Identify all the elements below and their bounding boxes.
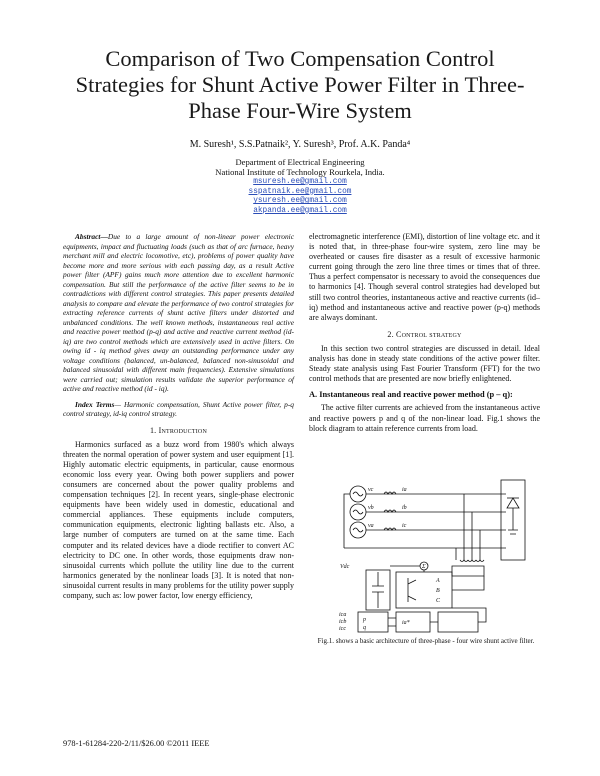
email-link[interactable]: msuresh.ee@gmail.com bbox=[253, 178, 347, 186]
control-strategy-paragraph: In this section two control strategies are discussed in detail. Ideal analysis has done in steady state conditions of the active power filter. Steady state analysis using Fast Fourier Transform (FFT) for the two control methods that are presented are now briefly enlightened. bbox=[309, 343, 540, 384]
label-ic: ic bbox=[402, 523, 407, 529]
index-terms-text: — Harmonic compensation, Shunt Active power filter, p-q control strategy, id-iq control strategy. bbox=[63, 399, 295, 418]
label-vb: vb bbox=[368, 505, 374, 511]
affiliation bbox=[60, 157, 540, 177]
paper-title: Comparison of Two Compensation Control Strategies for Shunt Active Power Filter in Three-Phase Four-Wire System bbox=[75, 46, 525, 123]
copyright-footer: 978-1-61284-220-2/11/$26.00 ©2011 IEEE bbox=[63, 739, 210, 748]
affiliation-institute: National Institute of Technology Rourkela, India. bbox=[215, 167, 385, 177]
paper-authors: M. Suresh¹, S.S.Patnaik², Y. Suresh³, Prof. A.K. Panda⁴ bbox=[189, 139, 411, 150]
pq-method-paragraph: The active filter currents are achieved from the instantaneous active and reactive powers p and q of the non-linear load. Fig.1 shows the block diagram to attain reference currents from load. bbox=[309, 403, 540, 433]
label-ica: ica bbox=[339, 612, 347, 618]
intro-paragraph: Harmonics surfaced as a buzz word from 1980's which always threaten the normal operation of power system and user equipment [1]. Highly automatic electric equipments, in particular, cause enormous economic loss every year. Owing both power suppliers and power consumers are concerned about the power quality problems and compensation techniques [2]. In recent years, single-phase electronic equipments have been widely used in domestic, educational and commercial appliances. These equipments include computers, communication equipments, electronic lighting ballasts etc. Also, a large number of computers are turned on at the same time. Each computer and its related devices have a diode rectifier to convert AC electricity to DC one. In other words, those equipments draw non-sinusoidal currents which pollute the utility line due to the current harmonics generated by the nonlinear loads [3]. It is noted that non-sinusoidal current results in many problems for the utility power supply company, such as: low power factor, low energy efficiency, bbox=[63, 439, 294, 600]
filter-branch-line bbox=[456, 494, 480, 560]
label-vdc: Vdc bbox=[340, 564, 350, 570]
igbt-symbol bbox=[408, 578, 416, 602]
label-vc: vc bbox=[368, 487, 374, 493]
sine-wave-symbol bbox=[353, 528, 363, 532]
intro-continuation: electromagnetic interference (EMI), distortion of line voltage etc. and it is noted that, in three-phase four-wire system, zero line may be overheated or causes fire disaster as a result of excessive harmonic current going through the zero line three times or times that of three. Thus a perfect compensator is necessary to avoid the consequences due to harmonics [4]. Though several control strategies had developed but still two control theories, instantaneous active and reactive currents (id–iq) method and instantaneous active and reactive power (p-q) methods are always dominant. bbox=[309, 232, 540, 322]
sine-wave-symbol bbox=[353, 492, 363, 496]
section-heading bbox=[63, 426, 294, 436]
label-ia: ia bbox=[402, 487, 407, 493]
section-heading bbox=[309, 330, 540, 340]
figure-block-diagram bbox=[336, 468, 532, 634]
inverter-block bbox=[396, 572, 452, 608]
abstract-label: Abstract— bbox=[75, 232, 108, 241]
label-va: va bbox=[368, 523, 374, 529]
abstract-text: Due to a large amount of non-linear power electronic equipments, impact and fluctuating loads (such as that of arc furnace, heavy merchant mill and electric locomotive, etc), problems of power quality have become more and more serious with each passing day, as a result Active power filter (APF) gains much more attention due to excellent harmonic compensation. But still the performance of the active filter seems to be in contradictions with different control strategies. This paper presents detailed analysis to compare and elevate the performance of two control strategies for extracting reference currents of shunt active filters under distorted and unbalanced conditions. The well known methods, instantaneous real active and reactive power method (p-q) and active and reactive current method (id-iq) are two control methods which are extensively used in active filters. On owing id - iq method gives away an outstanding performance under any voltage conditions (balanced, un-balanced, balanced non-sinusoidal and balanced sinusoidal with different main frequencies). Extensive simulations were carried out; simulation results validate the superior performance of active and reactive method (id - iq). bbox=[63, 232, 294, 393]
index-terms bbox=[63, 400, 294, 419]
hysteresis-controller-block bbox=[438, 612, 478, 632]
figure-caption: Fig.1. shows a basic architecture of three-phase - four wire shunt active filter. bbox=[317, 637, 535, 645]
abstract bbox=[63, 232, 294, 394]
section-number: 1. bbox=[149, 425, 157, 435]
email-link[interactable]: akpanda.ee@gmail.com bbox=[253, 206, 347, 215]
sine-wave-symbol bbox=[353, 510, 363, 514]
subsection-heading: A. Instantaneous real and reactive power method (p – q): bbox=[309, 390, 513, 400]
left-column bbox=[63, 232, 294, 601]
section-title: Introduction bbox=[158, 425, 207, 435]
label-c: C bbox=[436, 598, 441, 604]
label-a: A bbox=[436, 578, 440, 584]
label-p: p bbox=[363, 617, 366, 623]
inductor-symbol bbox=[460, 560, 484, 562]
filter-inductor-bank bbox=[452, 566, 484, 576]
label-iref: ia* bbox=[402, 620, 410, 626]
email-list bbox=[60, 178, 540, 216]
label-icc: icc bbox=[339, 626, 346, 632]
capacitor-symbol bbox=[372, 586, 384, 592]
section-title: Control strategy bbox=[396, 329, 462, 339]
diode-symbol bbox=[507, 498, 519, 508]
right-column bbox=[309, 232, 540, 434]
email-link[interactable]: ysuresh.ee@gmail.com bbox=[253, 197, 347, 206]
label-ib: ib bbox=[402, 505, 407, 511]
label-b: B bbox=[436, 588, 440, 594]
affiliation-department: Department of Electrical Engineering bbox=[235, 157, 365, 167]
label-q: q bbox=[363, 625, 366, 631]
index-terms-label: Index Terms bbox=[75, 399, 115, 409]
email-link[interactable]: sspatnaik.ee@gmail.com bbox=[248, 187, 352, 196]
section-number: 2. bbox=[387, 329, 394, 339]
label-icb: icb bbox=[339, 619, 347, 625]
label-sigma: Σ bbox=[422, 564, 426, 570]
